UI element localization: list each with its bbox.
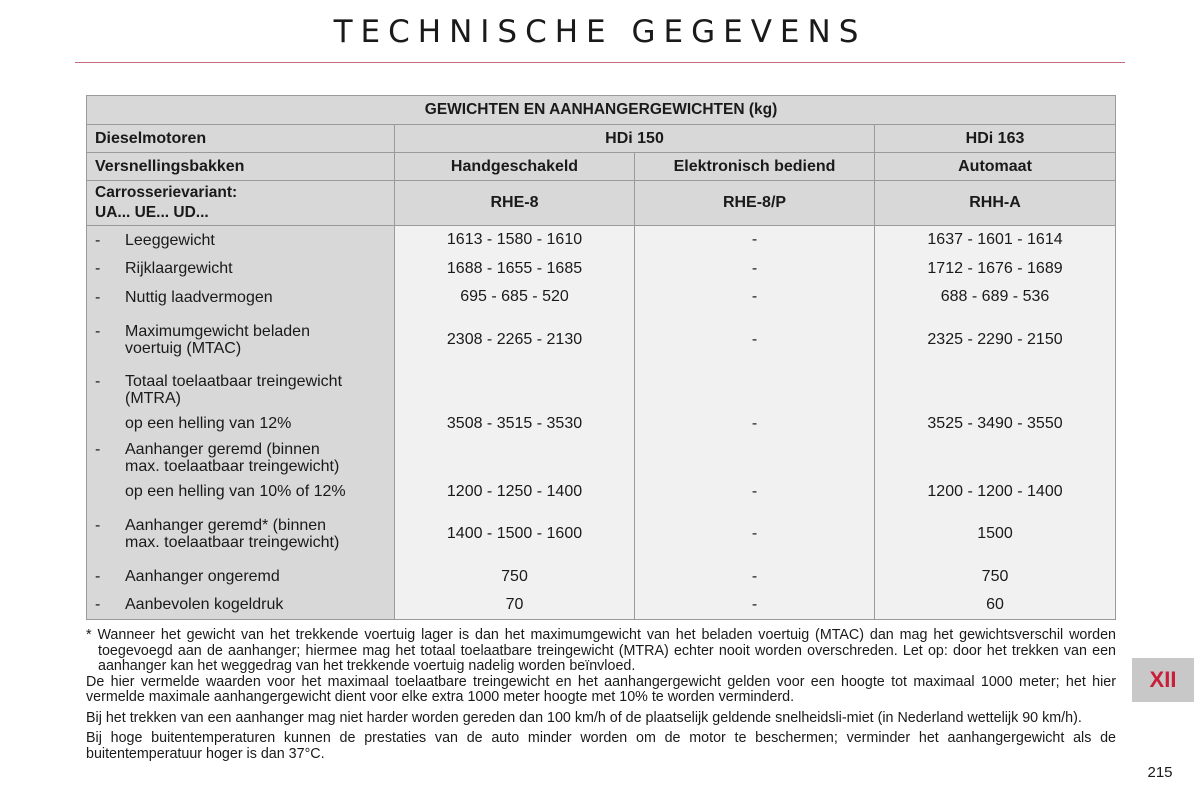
- row-value: 2325 - 2290 - 2150: [875, 312, 1116, 369]
- table-row: [87, 312, 1116, 369]
- row-value: 1613 - 1580 - 1610: [395, 226, 635, 255]
- table-row: [87, 563, 1116, 591]
- row-value: 688 - 689 - 536: [875, 283, 1116, 312]
- engine-hdi163: HDi 163: [875, 125, 1116, 153]
- row-dash: -: [95, 516, 101, 534]
- title-divider: [75, 62, 1125, 63]
- gearbox-manual: Handgeschakeld: [395, 153, 635, 181]
- gearbox-electronic: Elektronisch bediend: [635, 153, 875, 181]
- row-label: Rijklaargewicht: [125, 260, 233, 277]
- table-caption: GEWICHTEN EN AANHANGERGEWICHTEN (kg): [87, 96, 1116, 125]
- row-sublabel: op een helling van 12%: [125, 415, 292, 432]
- row-label: Nuttig laadvermogen: [125, 288, 273, 306]
- row-value: 3525 - 3490 - 3550: [875, 369, 1116, 437]
- row-value: -: [635, 563, 875, 591]
- note-paragraph: Bij het trekken van een aanhanger mag niet harder worden gereden dan 100 km/h of de plaatselijk geldende snelheidsli-miet (in Nederland wettelijk 90 km/h).: [86, 709, 1082, 726]
- footnote: * Wanneer het gewicht van het trekkende voertuig lager is dan het maximumgewicht van het beladen voertuig (MTAC) dan mag het gewichtsverschil worden toegevoegd aan de aanhanger; hiermee mag het totaal toelaatbare treingewicht (MTRA) echter nooit worden overschreden. Let op: door het trekken van een aanhanger kan het weggedrag van het trekkende voertuig nadelig worden beïnvloed.: [86, 627, 1116, 674]
- weights-table: [86, 95, 1116, 620]
- row-value: 70: [395, 591, 635, 620]
- row-value: -: [635, 369, 875, 437]
- table-row: [87, 505, 1116, 563]
- page-number: 215: [1147, 764, 1173, 781]
- note-paragraph: Bij hoge buitentemperaturen kunnen de prestaties van de auto minder worden om de motor te beschermen; verminder het aanhangergewicht als de buitentemperatuur hoger is dan 37°C.: [86, 730, 1116, 762]
- row-value: 1688 - 1655 - 1685: [395, 255, 635, 283]
- row-dash: -: [95, 231, 101, 249]
- row-value: -: [635, 283, 875, 312]
- row-dash: -: [95, 260, 101, 277]
- table-row: [87, 283, 1116, 312]
- table-row: [87, 255, 1116, 283]
- row-dash: -: [95, 323, 101, 340]
- row-value: 1200 - 1250 - 1400: [395, 437, 635, 505]
- row-value: 1637 - 1601 - 1614: [875, 226, 1116, 255]
- notes-section: [86, 628, 1116, 762]
- table-row: [87, 369, 1116, 437]
- body-type-rhe8: RHE-8: [395, 181, 635, 226]
- row-value: -: [635, 312, 875, 369]
- body-type-label-line1: Carrosserievariant:: [95, 184, 238, 201]
- row-value: 1400 - 1500 - 1600: [395, 505, 635, 563]
- row-dash: -: [95, 596, 101, 614]
- chapter-tab: XII: [1132, 658, 1194, 702]
- row-label: Totaal toelaatbaar treingewicht (MTRA): [125, 373, 343, 407]
- row-label: Leeggewicht: [125, 231, 215, 249]
- row-value: 1712 - 1676 - 1689: [875, 255, 1116, 283]
- note-paragraph: De hier vermelde waarden voor het maximaal toelaatbare treingewicht en het aanhangergewicht gelden voor een hoogte tot maximaal 1000 meter; het hier vermelde maximale aanhangergewicht dient voor elke extra 1000 meter hoogte met 10% te worden verminderd.: [86, 673, 1116, 705]
- gearbox-automatic: Automaat: [875, 153, 1116, 181]
- row-sublabel: op een helling van 10% of 12%: [125, 483, 346, 500]
- row-dash: -: [95, 288, 101, 306]
- row-value: 1200 - 1200 - 1400: [875, 437, 1116, 505]
- row-value: 695 - 685 - 520: [395, 283, 635, 312]
- row-label: Aanhanger geremd* (binnen max. toelaatbaar treingewicht): [125, 516, 340, 551]
- row-value: 2308 - 2265 - 2130: [395, 312, 635, 369]
- gearbox-label: Versnellingsbakken: [87, 153, 395, 181]
- engine-hdi150: HDi 150: [395, 125, 875, 153]
- body-type-label-line2: UA... UE... UD...: [95, 204, 209, 221]
- body-type-label: [87, 181, 395, 226]
- row-label: Maximumgewicht beladen voertuig (MTAC): [125, 323, 310, 357]
- row-value: 1500: [875, 505, 1116, 563]
- row-dash: -: [95, 568, 101, 585]
- row-dash: -: [95, 373, 101, 390]
- row-value: 750: [875, 563, 1116, 591]
- table-row: [87, 437, 1116, 505]
- table-row: [87, 226, 1116, 255]
- row-label: Aanhanger ongeremd: [125, 568, 280, 585]
- engine-label: Dieselmotoren: [87, 125, 395, 153]
- row-value: -: [635, 505, 875, 563]
- row-value: -: [635, 255, 875, 283]
- row-value: 60: [875, 591, 1116, 620]
- body-type-rhe8p: RHE-8/P: [635, 181, 875, 226]
- row-dash: -: [95, 441, 101, 458]
- row-value: -: [635, 437, 875, 505]
- row-value: -: [635, 591, 875, 620]
- row-value: 3508 - 3515 - 3530: [395, 369, 635, 437]
- body-type-rhha: RHH-A: [875, 181, 1116, 226]
- row-label: Aanhanger geremd (binnen max. toelaatbaar treingewicht): [125, 441, 340, 475]
- table-row: [87, 591, 1116, 620]
- row-value: 750: [395, 563, 635, 591]
- page-title: TECHNISCHE GEGEVENS: [333, 14, 867, 50]
- row-label: Aanbevolen kogeldruk: [125, 596, 284, 614]
- row-value: -: [635, 226, 875, 255]
